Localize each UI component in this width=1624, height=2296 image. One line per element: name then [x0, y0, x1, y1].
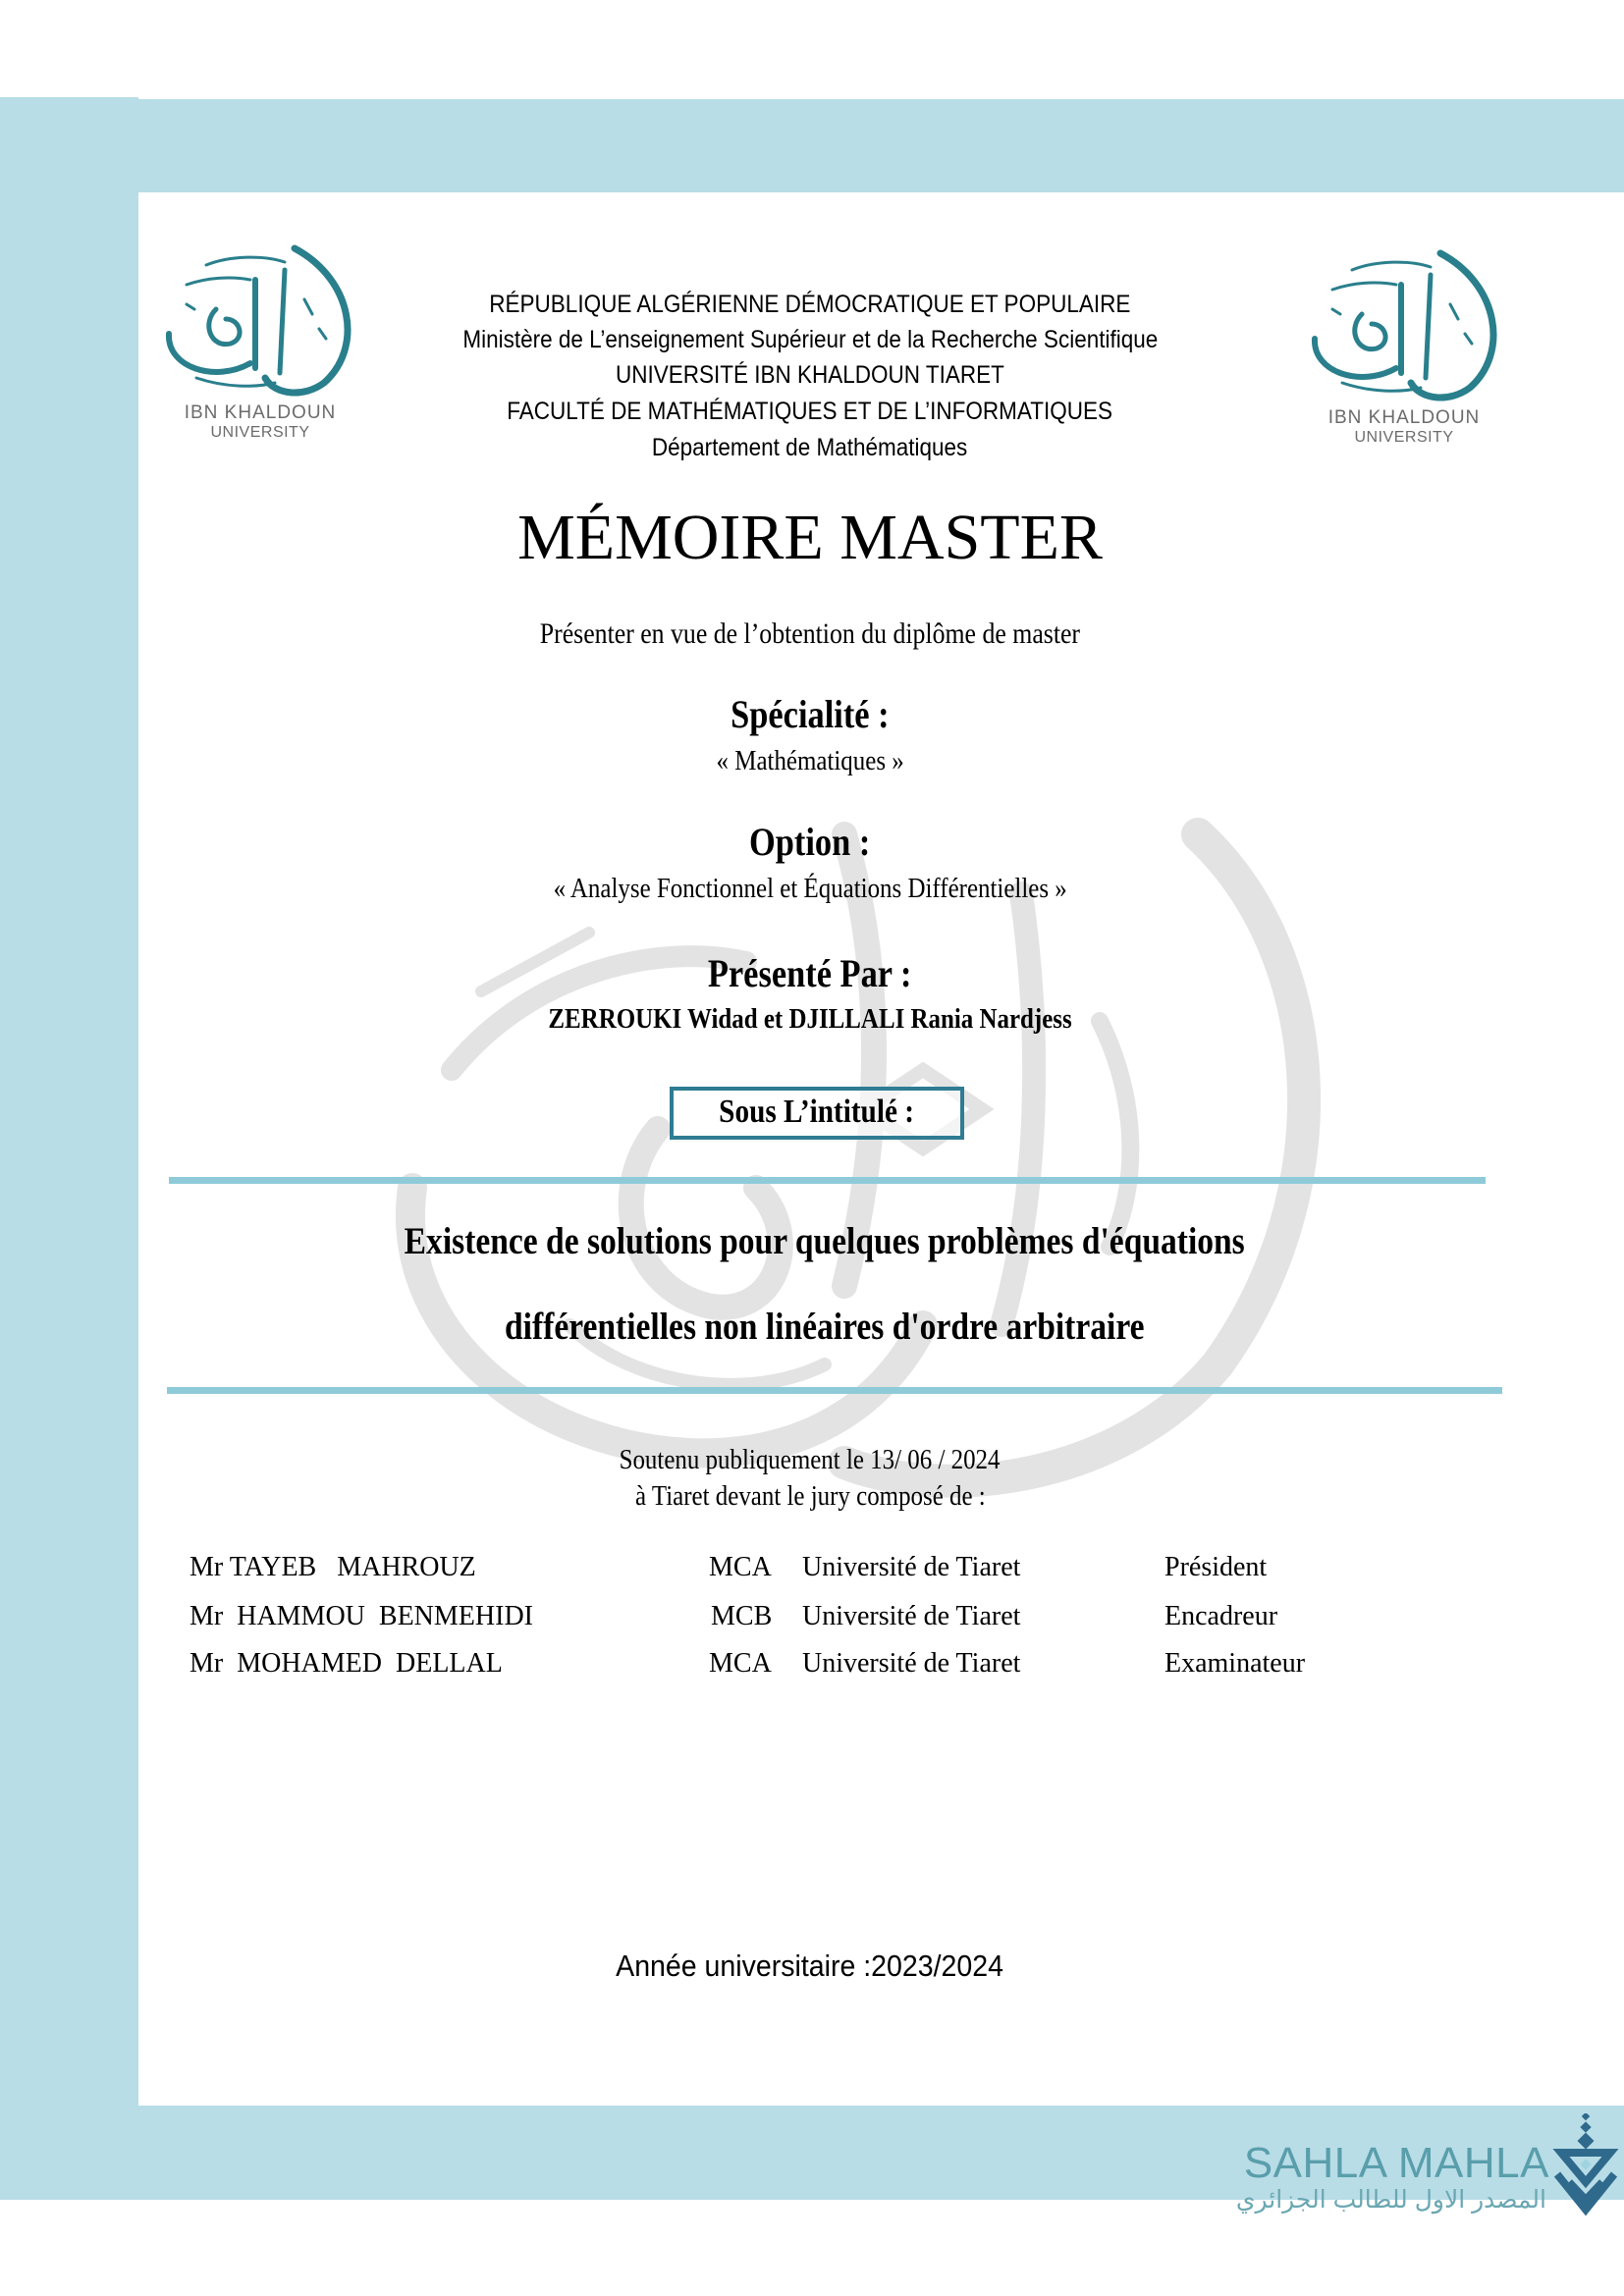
- title-rule-bottom: [167, 1387, 1502, 1394]
- header-republic: RÉPUBLIQUE ALGÉRIENNE DÉMOCRATIQUE ET POPULAIRE: [489, 291, 1131, 318]
- presented-by-label: Présenté Par :: [708, 951, 912, 995]
- authors: ZERROUKI Widad et DJILLALI Rania Nardjess: [548, 1003, 1072, 1035]
- title-rule-top: [169, 1177, 1486, 1184]
- option-value: « Analyse Fonctionnel et Équations Différentielles »: [553, 873, 1067, 904]
- logo-right-subtitle: UNIVERSITY: [1354, 429, 1454, 446]
- jury-name: Mr TAYEB MAHROUZ: [189, 1552, 476, 1582]
- jury-grade: MCA: [709, 1552, 772, 1582]
- thesis-title-line1: Existence de solutions pour quelques problèmes d'équations: [404, 1220, 1246, 1262]
- jury-role: Encadreur: [1164, 1601, 1278, 1631]
- logo-left-name: IBN KHALDOUN: [184, 402, 337, 423]
- jury-role: Président: [1164, 1552, 1268, 1582]
- jury-name: Mr HAMMOU BENMEHIDI: [189, 1601, 533, 1631]
- brand-tagline: المصدر الاول للطالب الجزائري: [1235, 2186, 1546, 2214]
- defense-location: à Tiaret devant le jury composé de :: [634, 1480, 986, 1512]
- document-subtitle: Présenter en vue de l’obtention du diplôme de master: [539, 617, 1081, 650]
- document-title: MÉMOIRE MASTER: [517, 502, 1103, 573]
- logo-left-subtitle: UNIVERSITY: [210, 424, 310, 441]
- ibn-khaldoun-emblem-icon: [1303, 245, 1509, 402]
- jury-grade: MCB: [711, 1601, 773, 1631]
- thesis-title-line2: différentielles non linéaires d'ordre arbitraire: [505, 1306, 1145, 1348]
- jury-grade: MCA: [709, 1648, 772, 1679]
- brand-name: SAHLA MAHLA: [1243, 2139, 1549, 2187]
- intitule-label: Sous L’intitulé :: [719, 1094, 915, 1130]
- header-faculty: FACULTÉ DE MATHÉMATIQUES ET DE L’INFORMATIQUES: [507, 398, 1113, 425]
- header-department: Département de Mathématiques: [652, 434, 968, 461]
- jury-institution: Université de Tiaret: [802, 1552, 1021, 1582]
- sahla-mahla-logo-icon: [1549, 2113, 1622, 2219]
- top-band: [138, 99, 1624, 192]
- jury-institution: Université de Tiaret: [802, 1601, 1021, 1631]
- specialite-label: Spécialité :: [731, 692, 890, 736]
- logo-right-name: IBN KHALDOUN: [1327, 407, 1481, 428]
- jury-name: Mr MOHAMED DELLAL: [189, 1648, 503, 1679]
- jury-institution: Université de Tiaret: [802, 1648, 1021, 1679]
- header-university: UNIVERSITÉ IBN KHALDOUN TIARET: [616, 361, 1004, 389]
- header-ministry: Ministère de L’enseignement Supérieur et de la Recherche Scientifique: [462, 326, 1158, 353]
- left-border-strip: [0, 97, 138, 2200]
- defense-date: Soutenu publiquement le 13/ 06 / 2024: [620, 1444, 1001, 1475]
- specialite-value: « Mathématiques »: [716, 745, 904, 776]
- academic-year: Année universitaire :2023/2024: [616, 1949, 1004, 1983]
- option-label: Option :: [749, 820, 871, 864]
- jury-role: Examinateur: [1164, 1648, 1306, 1679]
